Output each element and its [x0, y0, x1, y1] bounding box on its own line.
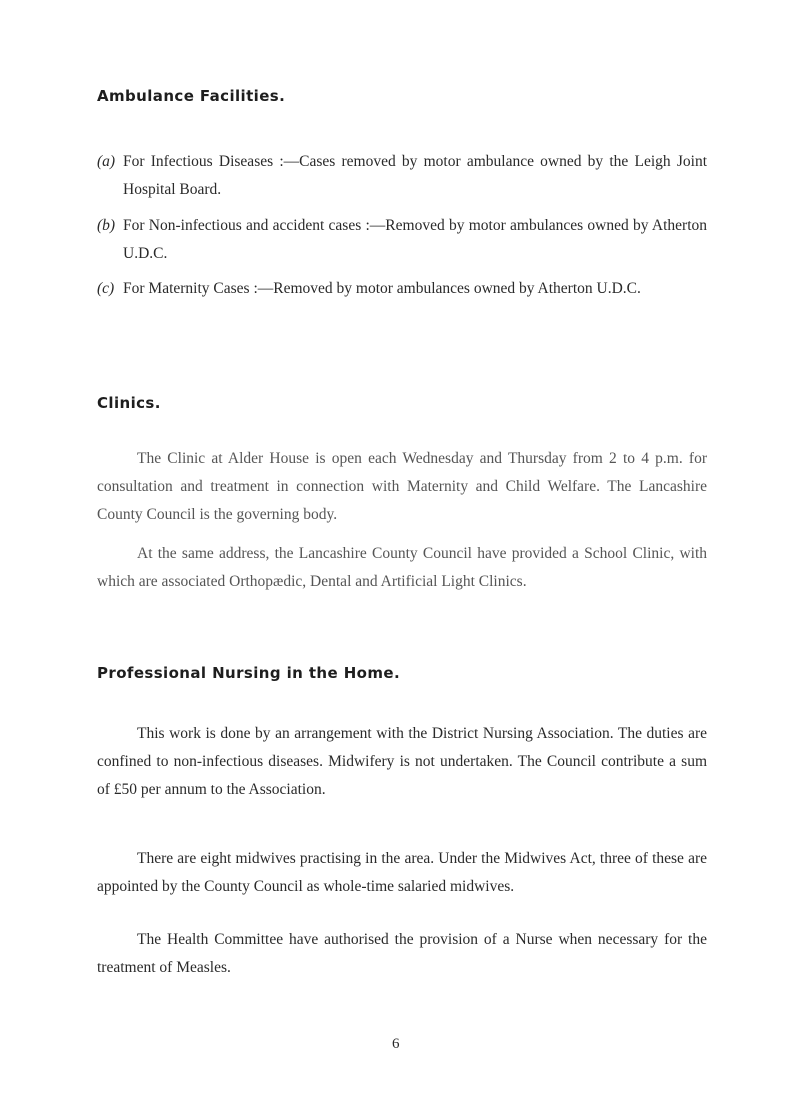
item-marker: (a) — [97, 153, 116, 170]
nursing-heading: Professional Nursing in the Home. — [97, 664, 401, 682]
item-text: For Infectious Diseases :—Cases removed by motor ambulance owned by the Leigh Joint Hospital Board. — [123, 153, 707, 198]
nursing-paragraph-1: This work is done by an arrangement with the District Nursing Association. The duties are confined to non-infectious diseases. Midwifery is not undertaken. The Council contribute a sum of £50 per annum to the Association. — [97, 725, 707, 798]
ambulance-item-a — [97, 148, 707, 204]
clinics-paragraph-2: At the same address, the Lancashire County Council have provided a School Clinic, with which are associated Orthopædic, Dental and Artificial Light Clinics. — [97, 545, 707, 590]
ambulance-item-c — [97, 275, 707, 303]
page-number: 6 — [392, 1036, 400, 1052]
nursing-paragraph-2: There are eight midwives practising in the area. Under the Midwives Act, three of these are appointed by the County Council as whole-time salaried midwives. — [97, 850, 707, 895]
clinics-paragraph-1: The Clinic at Alder House is open each Wednesday and Thursday from 2 to 4 p.m. for consultation and treatment in connection with Maternity and Child Welfare. The Lancashire County Council is the governing body. — [97, 450, 707, 523]
ambulance-item-b — [97, 212, 707, 268]
item-marker: (c) — [97, 280, 115, 297]
clinics-heading: Clinics. — [97, 394, 161, 412]
ambulance-heading: Ambulance Facilities. — [97, 87, 286, 105]
item-text: For Non-infectious and accident cases :—Removed by motor ambulances owned by Atherton U.D.C. — [123, 217, 707, 262]
item-text: For Maternity Cases :—Removed by motor ambulances owned by Atherton U.D.C. — [123, 280, 641, 297]
nursing-paragraph-3: The Health Committee have authorised the provision of a Nurse when necessary for the treatment of Measles. — [97, 931, 707, 976]
item-marker: (b) — [97, 217, 116, 234]
